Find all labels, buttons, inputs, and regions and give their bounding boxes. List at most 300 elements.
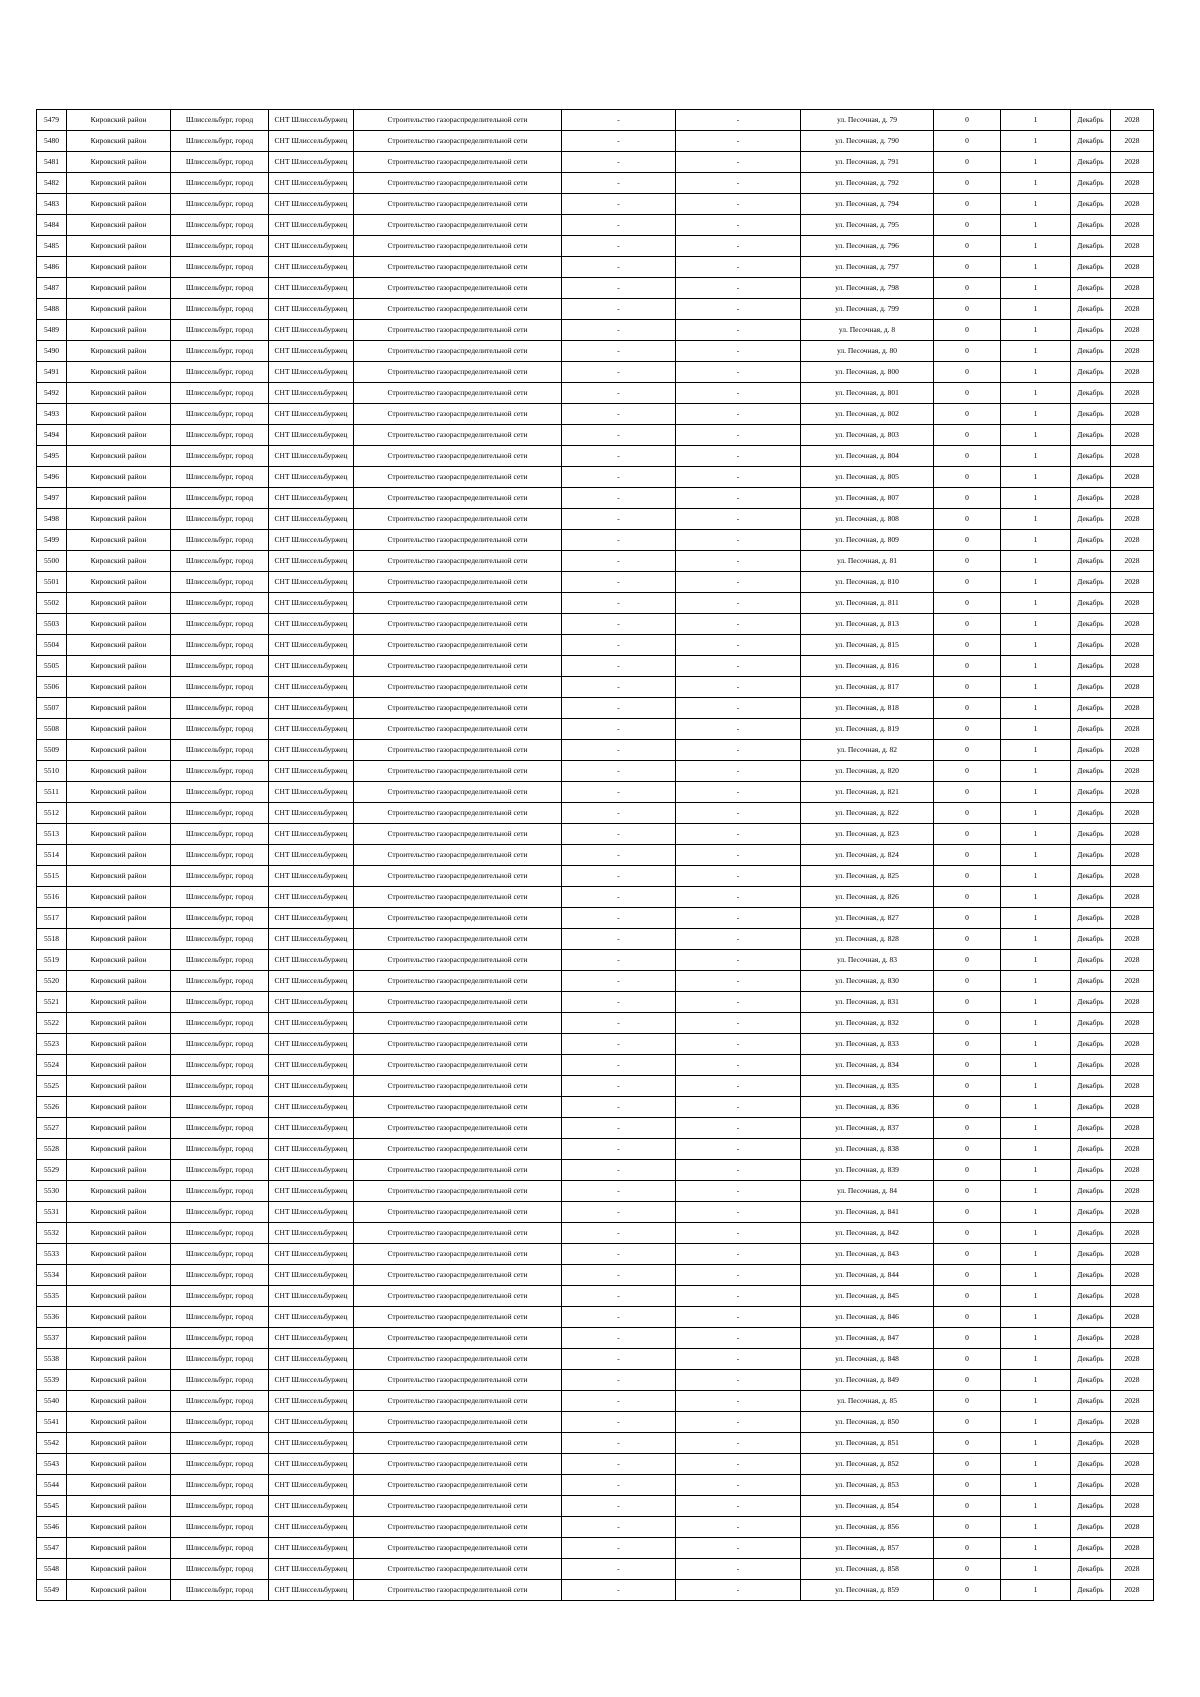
year-cell: 2028 bbox=[1111, 215, 1154, 236]
district-cell: Кировский район bbox=[67, 908, 171, 929]
column-7-cell: - bbox=[676, 530, 801, 551]
column-7-cell: - bbox=[676, 1328, 801, 1349]
row-number: 5513 bbox=[37, 824, 67, 845]
month-cell: Декабрь bbox=[1071, 698, 1111, 719]
value-1-cell: 0 bbox=[934, 236, 1001, 257]
column-6-cell: - bbox=[562, 950, 676, 971]
district-cell: Кировский район bbox=[67, 719, 171, 740]
organization-cell: СНТ Шлиссельбуржец bbox=[269, 362, 354, 383]
work-type-cell: Строительство газораспределительной сети bbox=[354, 1517, 562, 1538]
table-row bbox=[37, 1076, 1154, 1097]
value-1-cell: 0 bbox=[934, 1076, 1001, 1097]
year-cell: 2028 bbox=[1111, 887, 1154, 908]
table-row bbox=[37, 362, 1154, 383]
district-cell: Кировский район bbox=[67, 131, 171, 152]
value-1-cell: 0 bbox=[934, 1118, 1001, 1139]
address-cell: ул. Песочная, д. 857 bbox=[801, 1538, 934, 1559]
value-2-cell: 1 bbox=[1001, 761, 1071, 782]
column-6-cell: - bbox=[562, 1517, 676, 1538]
work-type-cell: Строительство газораспределительной сети bbox=[354, 173, 562, 194]
year-cell: 2028 bbox=[1111, 614, 1154, 635]
table-row bbox=[37, 1538, 1154, 1559]
locality-cell: Шлиссельбург, город bbox=[171, 1328, 269, 1349]
value-1-cell: 0 bbox=[934, 488, 1001, 509]
district-cell: Кировский район bbox=[67, 887, 171, 908]
value-1-cell: 0 bbox=[934, 1580, 1001, 1601]
locality-cell: Шлиссельбург, город bbox=[171, 194, 269, 215]
locality-cell: Шлиссельбург, город bbox=[171, 1076, 269, 1097]
address-cell: ул. Песочная, д. 839 bbox=[801, 1160, 934, 1181]
row-number: 5524 bbox=[37, 1055, 67, 1076]
locality-cell: Шлиссельбург, город bbox=[171, 1244, 269, 1265]
column-7-cell: - bbox=[676, 1391, 801, 1412]
locality-cell: Шлиссельбург, город bbox=[171, 908, 269, 929]
organization-cell: СНТ Шлиссельбуржец bbox=[269, 467, 354, 488]
work-type-cell: Строительство газораспределительной сети bbox=[354, 908, 562, 929]
address-cell: ул. Песочная, д. 846 bbox=[801, 1307, 934, 1328]
month-cell: Декабрь bbox=[1071, 929, 1111, 950]
column-7-cell: - bbox=[676, 131, 801, 152]
year-cell: 2028 bbox=[1111, 845, 1154, 866]
column-7-cell: - bbox=[676, 1244, 801, 1265]
address-cell: ул. Песочная, д. 816 bbox=[801, 656, 934, 677]
year-cell: 2028 bbox=[1111, 1118, 1154, 1139]
value-2-cell: 1 bbox=[1001, 131, 1071, 152]
district-cell: Кировский район bbox=[67, 929, 171, 950]
year-cell: 2028 bbox=[1111, 1013, 1154, 1034]
month-cell: Декабрь bbox=[1071, 173, 1111, 194]
year-cell: 2028 bbox=[1111, 383, 1154, 404]
year-cell: 2028 bbox=[1111, 110, 1154, 131]
row-number: 5548 bbox=[37, 1559, 67, 1580]
district-cell: Кировский район bbox=[67, 1223, 171, 1244]
district-cell: Кировский район bbox=[67, 1412, 171, 1433]
table-row bbox=[37, 488, 1154, 509]
column-6-cell: - bbox=[562, 383, 676, 404]
year-cell: 2028 bbox=[1111, 698, 1154, 719]
row-number: 5481 bbox=[37, 152, 67, 173]
year-cell: 2028 bbox=[1111, 1328, 1154, 1349]
value-2-cell: 1 bbox=[1001, 1349, 1071, 1370]
table-row bbox=[37, 1454, 1154, 1475]
district-cell: Кировский район bbox=[67, 1202, 171, 1223]
address-cell: ул. Песочная, д. 809 bbox=[801, 530, 934, 551]
year-cell: 2028 bbox=[1111, 1055, 1154, 1076]
row-number: 5525 bbox=[37, 1076, 67, 1097]
organization-cell: СНТ Шлиссельбуржец bbox=[269, 1496, 354, 1517]
value-2-cell: 1 bbox=[1001, 572, 1071, 593]
value-1-cell: 0 bbox=[934, 1265, 1001, 1286]
column-6-cell: - bbox=[562, 1139, 676, 1160]
table-row bbox=[37, 845, 1154, 866]
value-2-cell: 1 bbox=[1001, 950, 1071, 971]
work-type-cell: Строительство газораспределительной сети bbox=[354, 404, 562, 425]
month-cell: Декабрь bbox=[1071, 320, 1111, 341]
value-1-cell: 0 bbox=[934, 887, 1001, 908]
month-cell: Декабрь bbox=[1071, 1181, 1111, 1202]
value-1-cell: 0 bbox=[934, 635, 1001, 656]
month-cell: Декабрь bbox=[1071, 908, 1111, 929]
value-2-cell: 1 bbox=[1001, 1034, 1071, 1055]
document-table bbox=[36, 109, 1154, 1601]
locality-cell: Шлиссельбург, город bbox=[171, 1391, 269, 1412]
column-7-cell: - bbox=[676, 1517, 801, 1538]
district-cell: Кировский район bbox=[67, 1055, 171, 1076]
year-cell: 2028 bbox=[1111, 908, 1154, 929]
row-number: 5538 bbox=[37, 1349, 67, 1370]
district-cell: Кировский район bbox=[67, 803, 171, 824]
work-type-cell: Строительство газораспределительной сети bbox=[354, 1286, 562, 1307]
value-1-cell: 0 bbox=[934, 1181, 1001, 1202]
value-1-cell: 0 bbox=[934, 677, 1001, 698]
value-2-cell: 1 bbox=[1001, 593, 1071, 614]
district-cell: Кировский район bbox=[67, 782, 171, 803]
row-number: 5497 bbox=[37, 488, 67, 509]
district-cell: Кировский район bbox=[67, 236, 171, 257]
value-2-cell: 1 bbox=[1001, 1559, 1071, 1580]
address-cell: ул. Песочная, д. 849 bbox=[801, 1370, 934, 1391]
locality-cell: Шлиссельбург, город bbox=[171, 614, 269, 635]
address-cell: ул. Песочная, д. 813 bbox=[801, 614, 934, 635]
value-2-cell: 1 bbox=[1001, 908, 1071, 929]
year-cell: 2028 bbox=[1111, 1160, 1154, 1181]
address-cell: ул. Песочная, д. 802 bbox=[801, 404, 934, 425]
column-6-cell: - bbox=[562, 761, 676, 782]
value-2-cell: 1 bbox=[1001, 1076, 1071, 1097]
address-cell: ул. Песочная, д. 858 bbox=[801, 1559, 934, 1580]
organization-cell: СНТ Шлиссельбуржец bbox=[269, 1181, 354, 1202]
column-7-cell: - bbox=[676, 1496, 801, 1517]
value-1-cell: 0 bbox=[934, 908, 1001, 929]
table-row bbox=[37, 1370, 1154, 1391]
locality-cell: Шлиссельбург, город bbox=[171, 299, 269, 320]
row-number: 5549 bbox=[37, 1580, 67, 1601]
locality-cell: Шлиссельбург, город bbox=[171, 131, 269, 152]
value-1-cell: 0 bbox=[934, 1097, 1001, 1118]
district-cell: Кировский район bbox=[67, 446, 171, 467]
work-type-cell: Строительство газораспределительной сети bbox=[354, 719, 562, 740]
table-row bbox=[37, 1055, 1154, 1076]
work-type-cell: Строительство газораспределительной сети bbox=[354, 1055, 562, 1076]
district-cell: Кировский район bbox=[67, 1349, 171, 1370]
year-cell: 2028 bbox=[1111, 1244, 1154, 1265]
work-type-cell: Строительство газораспределительной сети bbox=[354, 1265, 562, 1286]
work-type-cell: Строительство газораспределительной сети bbox=[354, 1328, 562, 1349]
value-2-cell: 1 bbox=[1001, 824, 1071, 845]
address-cell: ул. Песочная, д. 859 bbox=[801, 1580, 934, 1601]
table-row bbox=[37, 635, 1154, 656]
work-type-cell: Строительство газораспределительной сети bbox=[354, 152, 562, 173]
year-cell: 2028 bbox=[1111, 677, 1154, 698]
work-type-cell: Строительство газораспределительной сети bbox=[354, 341, 562, 362]
row-number: 5495 bbox=[37, 446, 67, 467]
district-cell: Кировский район bbox=[67, 488, 171, 509]
value-1-cell: 0 bbox=[934, 215, 1001, 236]
month-cell: Декабрь bbox=[1071, 635, 1111, 656]
district-cell: Кировский район bbox=[67, 152, 171, 173]
year-cell: 2028 bbox=[1111, 1412, 1154, 1433]
column-6-cell: - bbox=[562, 152, 676, 173]
table-row bbox=[37, 824, 1154, 845]
month-cell: Декабрь bbox=[1071, 1265, 1111, 1286]
locality-cell: Шлиссельбург, город bbox=[171, 152, 269, 173]
row-number: 5489 bbox=[37, 320, 67, 341]
month-cell: Декабрь bbox=[1071, 383, 1111, 404]
table-row bbox=[37, 1097, 1154, 1118]
work-type-cell: Строительство газораспределительной сети bbox=[354, 593, 562, 614]
locality-cell: Шлиссельбург, город bbox=[171, 383, 269, 404]
value-2-cell: 1 bbox=[1001, 1496, 1071, 1517]
column-7-cell: - bbox=[676, 845, 801, 866]
column-6-cell: - bbox=[562, 719, 676, 740]
value-2-cell: 1 bbox=[1001, 1118, 1071, 1139]
district-cell: Кировский район bbox=[67, 1118, 171, 1139]
column-6-cell: - bbox=[562, 257, 676, 278]
row-number: 5488 bbox=[37, 299, 67, 320]
value-2-cell: 1 bbox=[1001, 887, 1071, 908]
organization-cell: СНТ Шлиссельбуржец bbox=[269, 530, 354, 551]
row-number: 5519 bbox=[37, 950, 67, 971]
value-1-cell: 0 bbox=[934, 824, 1001, 845]
locality-cell: Шлиссельбург, город bbox=[171, 1412, 269, 1433]
value-2-cell: 1 bbox=[1001, 971, 1071, 992]
district-cell: Кировский район bbox=[67, 698, 171, 719]
district-cell: Кировский район bbox=[67, 341, 171, 362]
value-1-cell: 0 bbox=[934, 1433, 1001, 1454]
row-number: 5506 bbox=[37, 677, 67, 698]
year-cell: 2028 bbox=[1111, 866, 1154, 887]
value-2-cell: 1 bbox=[1001, 173, 1071, 194]
value-1-cell: 0 bbox=[934, 1013, 1001, 1034]
table-row bbox=[37, 110, 1154, 131]
month-cell: Декабрь bbox=[1071, 992, 1111, 1013]
work-type-cell: Строительство газораспределительной сети bbox=[354, 1580, 562, 1601]
table-row bbox=[37, 173, 1154, 194]
address-cell: ул. Песочная, д. 805 bbox=[801, 467, 934, 488]
year-cell: 2028 bbox=[1111, 509, 1154, 530]
value-2-cell: 1 bbox=[1001, 320, 1071, 341]
table-body bbox=[37, 110, 1154, 1601]
column-6-cell: - bbox=[562, 1286, 676, 1307]
table-row bbox=[37, 383, 1154, 404]
organization-cell: СНТ Шлиссельбуржец bbox=[269, 1286, 354, 1307]
column-6-cell: - bbox=[562, 803, 676, 824]
address-cell: ул. Песочная, д. 826 bbox=[801, 887, 934, 908]
work-type-cell: Строительство газораспределительной сети bbox=[354, 1244, 562, 1265]
row-number: 5491 bbox=[37, 362, 67, 383]
year-cell: 2028 bbox=[1111, 593, 1154, 614]
value-1-cell: 0 bbox=[934, 1475, 1001, 1496]
table-row bbox=[37, 551, 1154, 572]
table-row bbox=[37, 1223, 1154, 1244]
table-row bbox=[37, 908, 1154, 929]
year-cell: 2028 bbox=[1111, 761, 1154, 782]
row-number: 5502 bbox=[37, 593, 67, 614]
work-type-cell: Строительство газораспределительной сети bbox=[354, 1139, 562, 1160]
column-7-cell: - bbox=[676, 236, 801, 257]
table-row bbox=[37, 992, 1154, 1013]
column-6-cell: - bbox=[562, 698, 676, 719]
district-cell: Кировский район bbox=[67, 992, 171, 1013]
month-cell: Декабрь bbox=[1071, 1580, 1111, 1601]
locality-cell: Шлиссельбург, город bbox=[171, 782, 269, 803]
year-cell: 2028 bbox=[1111, 929, 1154, 950]
year-cell: 2028 bbox=[1111, 1034, 1154, 1055]
organization-cell: СНТ Шлиссельбуржец bbox=[269, 1475, 354, 1496]
month-cell: Декабрь bbox=[1071, 1076, 1111, 1097]
table-row bbox=[37, 1433, 1154, 1454]
table-row bbox=[37, 719, 1154, 740]
work-type-cell: Строительство газораспределительной сети bbox=[354, 803, 562, 824]
organization-cell: СНТ Шлиссельбуржец bbox=[269, 446, 354, 467]
address-cell: ул. Песочная, д. 841 bbox=[801, 1202, 934, 1223]
address-cell: ул. Песочная, д. 825 bbox=[801, 866, 934, 887]
row-number: 5510 bbox=[37, 761, 67, 782]
value-1-cell: 0 bbox=[934, 1034, 1001, 1055]
organization-cell: СНТ Шлиссельбуржец bbox=[269, 656, 354, 677]
district-cell: Кировский район bbox=[67, 950, 171, 971]
column-6-cell: - bbox=[562, 908, 676, 929]
year-cell: 2028 bbox=[1111, 1286, 1154, 1307]
value-1-cell: 0 bbox=[934, 299, 1001, 320]
district-cell: Кировский район bbox=[67, 278, 171, 299]
district-cell: Кировский район bbox=[67, 740, 171, 761]
district-cell: Кировский район bbox=[67, 1454, 171, 1475]
address-cell: ул. Песочная, д. 832 bbox=[801, 1013, 934, 1034]
organization-cell: СНТ Шлиссельбуржец bbox=[269, 740, 354, 761]
work-type-cell: Строительство газораспределительной сети bbox=[354, 1013, 562, 1034]
locality-cell: Шлиссельбург, город bbox=[171, 740, 269, 761]
address-cell: ул. Песочная, д. 817 bbox=[801, 677, 934, 698]
value-1-cell: 0 bbox=[934, 572, 1001, 593]
year-cell: 2028 bbox=[1111, 425, 1154, 446]
address-cell: ул. Песочная, д. 85 bbox=[801, 1391, 934, 1412]
table-row bbox=[37, 1034, 1154, 1055]
organization-cell: СНТ Шлиссельбуржец bbox=[269, 110, 354, 131]
column-7-cell: - bbox=[676, 1139, 801, 1160]
locality-cell: Шлиссельбург, город bbox=[171, 1139, 269, 1160]
row-number: 5547 bbox=[37, 1538, 67, 1559]
organization-cell: СНТ Шлиссельбуржец bbox=[269, 1244, 354, 1265]
column-6-cell: - bbox=[562, 824, 676, 845]
column-7-cell: - bbox=[676, 719, 801, 740]
address-cell: ул. Песочная, д. 819 bbox=[801, 719, 934, 740]
year-cell: 2028 bbox=[1111, 194, 1154, 215]
value-1-cell: 0 bbox=[934, 551, 1001, 572]
address-cell: ул. Песочная, д. 81 bbox=[801, 551, 934, 572]
row-number: 5532 bbox=[37, 1223, 67, 1244]
column-7-cell: - bbox=[676, 824, 801, 845]
month-cell: Декабрь bbox=[1071, 1139, 1111, 1160]
district-cell: Кировский район bbox=[67, 299, 171, 320]
organization-cell: СНТ Шлиссельбуржец bbox=[269, 383, 354, 404]
value-2-cell: 1 bbox=[1001, 992, 1071, 1013]
district-cell: Кировский район bbox=[67, 761, 171, 782]
organization-cell: СНТ Шлиссельбуржец bbox=[269, 1034, 354, 1055]
value-1-cell: 0 bbox=[934, 404, 1001, 425]
value-2-cell: 1 bbox=[1001, 1202, 1071, 1223]
row-number: 5514 bbox=[37, 845, 67, 866]
table-row bbox=[37, 299, 1154, 320]
column-6-cell: - bbox=[562, 1202, 676, 1223]
value-1-cell: 0 bbox=[934, 719, 1001, 740]
work-type-cell: Строительство газораспределительной сети bbox=[354, 635, 562, 656]
column-6-cell: - bbox=[562, 110, 676, 131]
column-7-cell: - bbox=[676, 194, 801, 215]
year-cell: 2028 bbox=[1111, 1223, 1154, 1244]
organization-cell: СНТ Шлиссельбуржец bbox=[269, 782, 354, 803]
organization-cell: СНТ Шлиссельбуржец bbox=[269, 593, 354, 614]
row-number: 5512 bbox=[37, 803, 67, 824]
table-row bbox=[37, 1307, 1154, 1328]
table-row bbox=[37, 698, 1154, 719]
table-row bbox=[37, 887, 1154, 908]
work-type-cell: Строительство газораспределительной сети bbox=[354, 1223, 562, 1244]
value-1-cell: 0 bbox=[934, 992, 1001, 1013]
locality-cell: Шлиссельбург, город bbox=[171, 530, 269, 551]
value-2-cell: 1 bbox=[1001, 236, 1071, 257]
address-cell: ул. Песочная, д. 807 bbox=[801, 488, 934, 509]
column-7-cell: - bbox=[676, 1538, 801, 1559]
value-1-cell: 0 bbox=[934, 1559, 1001, 1580]
work-type-cell: Строительство газораспределительной сети bbox=[354, 1349, 562, 1370]
value-2-cell: 1 bbox=[1001, 1580, 1071, 1601]
address-cell: ул. Песочная, д. 84 bbox=[801, 1181, 934, 1202]
address-cell: ул. Песочная, д. 791 bbox=[801, 152, 934, 173]
table-row bbox=[37, 467, 1154, 488]
work-type-cell: Строительство газораспределительной сети bbox=[354, 1202, 562, 1223]
column-7-cell: - bbox=[676, 887, 801, 908]
address-cell: ул. Песочная, д. 83 bbox=[801, 950, 934, 971]
organization-cell: СНТ Шлиссельбуржец bbox=[269, 1538, 354, 1559]
work-type-cell: Строительство газораспределительной сети bbox=[354, 131, 562, 152]
work-type-cell: Строительство газораспределительной сети bbox=[354, 299, 562, 320]
year-cell: 2028 bbox=[1111, 719, 1154, 740]
value-1-cell: 0 bbox=[934, 656, 1001, 677]
year-cell: 2028 bbox=[1111, 446, 1154, 467]
column-7-cell: - bbox=[676, 1370, 801, 1391]
value-2-cell: 1 bbox=[1001, 383, 1071, 404]
month-cell: Декабрь bbox=[1071, 740, 1111, 761]
column-7-cell: - bbox=[676, 110, 801, 131]
work-type-cell: Строительство газораспределительной сети bbox=[354, 1496, 562, 1517]
column-6-cell: - bbox=[562, 1265, 676, 1286]
column-7-cell: - bbox=[676, 173, 801, 194]
address-cell: ул. Песочная, д. 811 bbox=[801, 593, 934, 614]
column-6-cell: - bbox=[562, 614, 676, 635]
column-6-cell: - bbox=[562, 1370, 676, 1391]
column-6-cell: - bbox=[562, 362, 676, 383]
row-number: 5509 bbox=[37, 740, 67, 761]
month-cell: Декабрь bbox=[1071, 1538, 1111, 1559]
address-cell: ул. Песочная, д. 810 bbox=[801, 572, 934, 593]
table-row bbox=[37, 509, 1154, 530]
row-number: 5541 bbox=[37, 1412, 67, 1433]
district-cell: Кировский район bbox=[67, 866, 171, 887]
month-cell: Декабрь bbox=[1071, 593, 1111, 614]
organization-cell: СНТ Шлиссельбуржец bbox=[269, 1307, 354, 1328]
value-2-cell: 1 bbox=[1001, 1055, 1071, 1076]
column-6-cell: - bbox=[562, 635, 676, 656]
column-6-cell: - bbox=[562, 236, 676, 257]
value-2-cell: 1 bbox=[1001, 1412, 1071, 1433]
month-cell: Декабрь bbox=[1071, 1349, 1111, 1370]
work-type-cell: Строительство газораспределительной сети bbox=[354, 551, 562, 572]
address-cell: ул. Песочная, д. 790 bbox=[801, 131, 934, 152]
year-cell: 2028 bbox=[1111, 1181, 1154, 1202]
organization-cell: СНТ Шлиссельбуржец bbox=[269, 215, 354, 236]
district-cell: Кировский район bbox=[67, 215, 171, 236]
